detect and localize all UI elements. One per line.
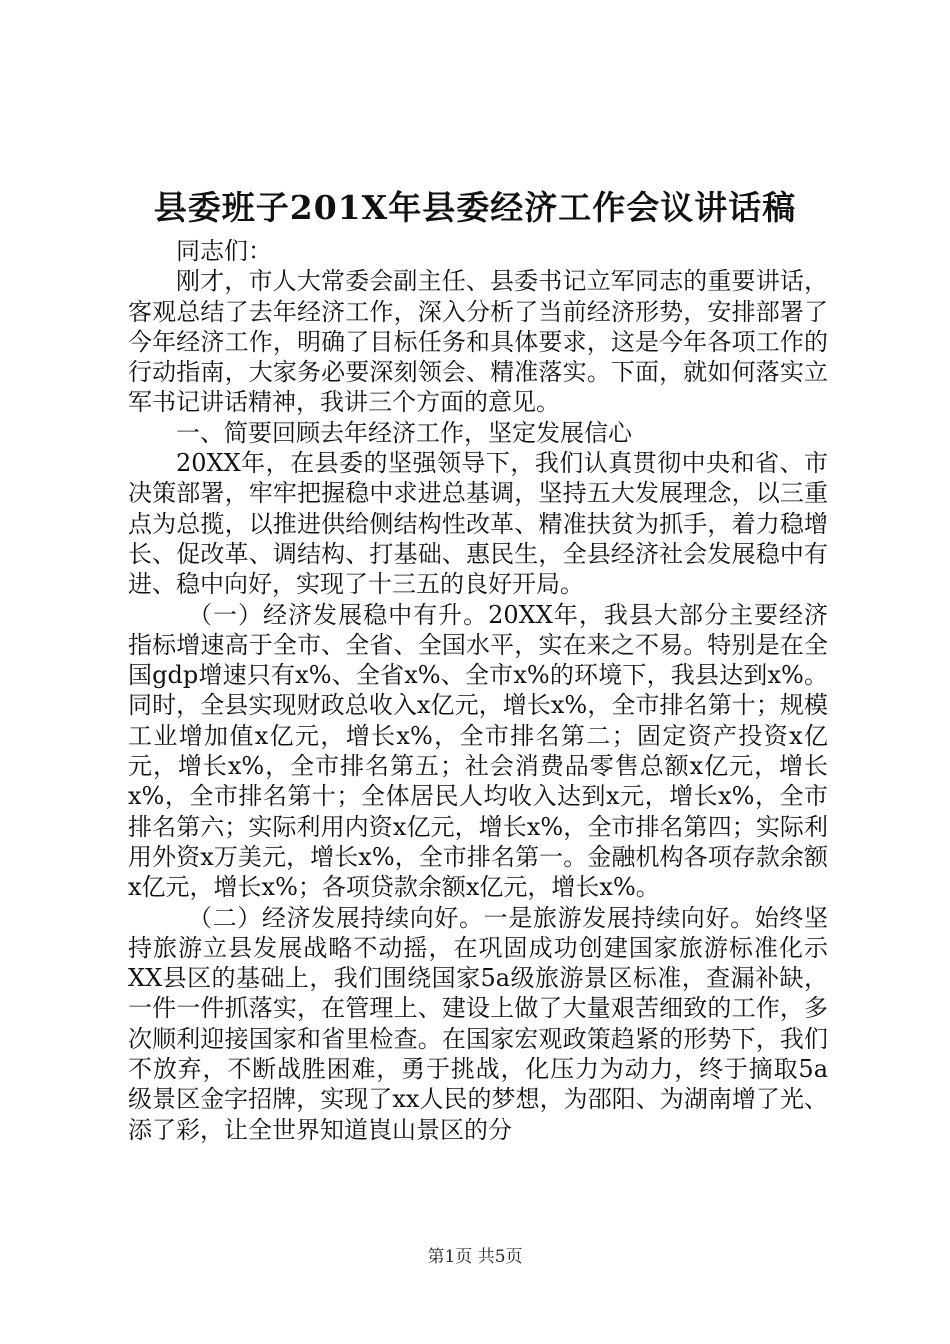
review-paragraph: 20XX年，在县委的坚强领导下，我们认真贯彻中央和省、市决策部署，牢牢把握稳中求进总基调，坚持五大发展理念，以三重点为总揽，以推进供给侧结构性改革、精准扶贫为抓手，着力稳增长、促改革、调结构、打基础、惠民生，全县经济社会发展稳中有进、稳中向好，实现了十三五的良好开局。 [128, 449, 828, 599]
document-title: 县委班子201X年县委经济工作会议讲话稿 [153, 188, 797, 227]
subsection-2-paragraph: （二）经济发展持续向好。一是旅游发展持续向好。始终坚持旅游立县发展战略不动摇，在巩固成功创建国家旅游标准化示XX县区的基础上，我们围绕国家5a级旅游景区标准，查漏补缺，一件一件抓落实，在管理上、建设上做了大量艰苦细致的工作，多次顺利迎接国家和省里检查。在国家宏观政策趋紧的形势下，我们不放弃，不断战胜困难，勇于挑战，化压力为动力，终于摘取5a级景区金字招牌，实现了xx人民的梦想，为邵阳、为湖南增了光、添了彩，让全世界知道崀山景区的分 [128, 903, 828, 1144]
intro-paragraph: 刚才，市人大常委会副主任、县委书记立军同志的重要讲话，客观总结了去年经济工作，深入分析了当前经济形势，安排部署了今年经济工作，明确了目标任务和具体要求，这是今年各项工作的行动指南，大家务必要深刻领会、精准落实。下面，就如何落实立军书记讲话精神，我讲三个方面的意见。 [128, 267, 828, 417]
salutation-paragraph: 同志们： [176, 237, 272, 265]
subsection-1-paragraph: （一）经济发展稳中有升。20XX年，我县大部分主要经济指标增速高于全市、全省、全国水平，实在来之不易。特别是在全国gdp增速只有x%、全省x%、全市x%的环境下，我县达到x%。同时，全县实现财政总收入x亿元，增长x%，全市排名第十；规模工业增加值x亿元，增长x%，全市排名第二；固定资产投资x亿元，增长x%，全市排名第五；社会消费品零售总额x亿元，增长x%，全市排名第十；全体居民人均收入达到x元，增长x%，全市排名第六；实际利用内资x亿元，增长x%，全市排名第四；实际利用外资x万美元，增长x%，全市排名第一。金融机构各项存款余额x亿元，增长x%；各项贷款余额x亿元，增长x%。 [128, 600, 828, 902]
document-body [128, 236, 828, 1145]
page-footer: 第1页 共5页 [427, 1247, 523, 1267]
section-heading: 一、简要回顾去年经济工作，坚定发展信心 [176, 418, 632, 447]
